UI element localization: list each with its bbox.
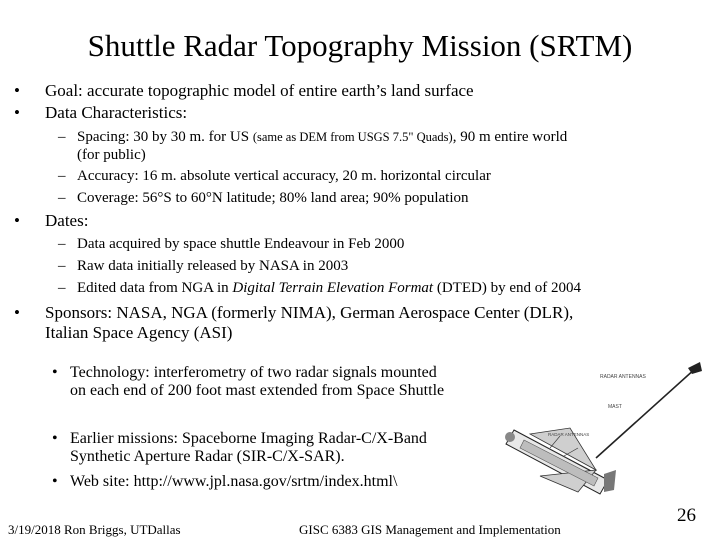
dates-text: Dates: bbox=[45, 211, 89, 230]
coverage-text: Coverage: 56°S to 60°N latitude; 80% land area; 90% population bbox=[77, 190, 469, 206]
date3-text bbox=[77, 279, 581, 297]
mast-label: MAST bbox=[608, 404, 622, 410]
radar-antennas-label-2: RADAR ANTENNAS bbox=[548, 432, 590, 437]
bullet-dot: • bbox=[52, 364, 58, 381]
spacing-part-b: (same as DEM from USGS 7.5" Quads) bbox=[252, 130, 453, 144]
technology-text: Technology: interferometry of two radar signals mounted on each end of 200 foot mast extended from Space Shuttle bbox=[70, 364, 445, 399]
date3-part-c: (DTED) by end of 2004 bbox=[433, 280, 581, 296]
bullet-dot: • bbox=[52, 430, 58, 447]
spacing-part-a: Spacing: 30 by 30 m. for US bbox=[77, 129, 253, 145]
sponsors-text bbox=[45, 303, 573, 343]
footer-center: GISC 6383 GIS Management and Implementation bbox=[299, 522, 561, 537]
bullet-dot: • bbox=[14, 81, 20, 100]
footer-left: 3/19/2018 Ron Briggs, UTDallas bbox=[8, 522, 181, 537]
mast-line bbox=[596, 368, 696, 458]
data-char-text: Data Characteristics: bbox=[45, 103, 188, 122]
date1-text: Data acquired by space shuttle Endeavour in Feb 2000 bbox=[77, 236, 405, 252]
sponsors-line2: Italian Space Agency (ASI) bbox=[45, 323, 233, 342]
shuttle-body bbox=[505, 428, 616, 494]
date3-part-a: Edited data from NGA in bbox=[77, 280, 233, 296]
date3-part-b: Digital Terrain Elevation Format bbox=[232, 280, 434, 296]
bullet-dot: • bbox=[14, 303, 20, 322]
radar-antennas-label-1: RADAR ANTENNAS bbox=[600, 374, 646, 380]
spacing-part-c: , 90 m entire world bbox=[452, 129, 568, 145]
outboard-antenna bbox=[688, 362, 702, 374]
bullet-dot: • bbox=[14, 103, 20, 122]
date2-text: Raw data initially released by NASA in 2003 bbox=[77, 258, 349, 274]
sub-bullet-dash: – bbox=[58, 190, 66, 206]
sub-bullet-dash: – bbox=[58, 258, 66, 274]
earlier-missions-text: Earlier missions: Spaceborne Imaging Radar-C/X-Band Synthetic Aperture Radar (SIR-C/X-SAR). bbox=[70, 430, 427, 465]
bullet-dot: • bbox=[14, 211, 20, 230]
sub-bullet-dash: – bbox=[58, 280, 66, 296]
accuracy-text: Accuracy: 16 m. absolute vertical accuracy, 20 m. horizontal circular bbox=[77, 168, 491, 184]
space-shuttle-illustration bbox=[500, 358, 705, 508]
sub-bullet-dash: – bbox=[58, 168, 66, 184]
goal-text: Goal: accurate topographic model of entire earth’s land surface bbox=[45, 81, 474, 100]
sponsors-line1: Sponsors: NASA, NGA (formerly NIMA), German Aerospace Center (DLR), bbox=[45, 303, 574, 322]
slide-title: Shuttle Radar Topography Mission (SRTM) bbox=[87, 28, 633, 63]
spacing-text bbox=[77, 128, 717, 164]
website-text: Web site: http://www.jpl.nasa.gov/srtm/index.html\ bbox=[70, 473, 398, 490]
bullet-dot: • bbox=[52, 473, 58, 490]
sub-bullet-dash: – bbox=[58, 129, 66, 145]
spacing-part-d: (for public) bbox=[77, 147, 146, 163]
sub-bullet-dash: – bbox=[58, 236, 66, 252]
page-number: 26 bbox=[677, 505, 696, 526]
